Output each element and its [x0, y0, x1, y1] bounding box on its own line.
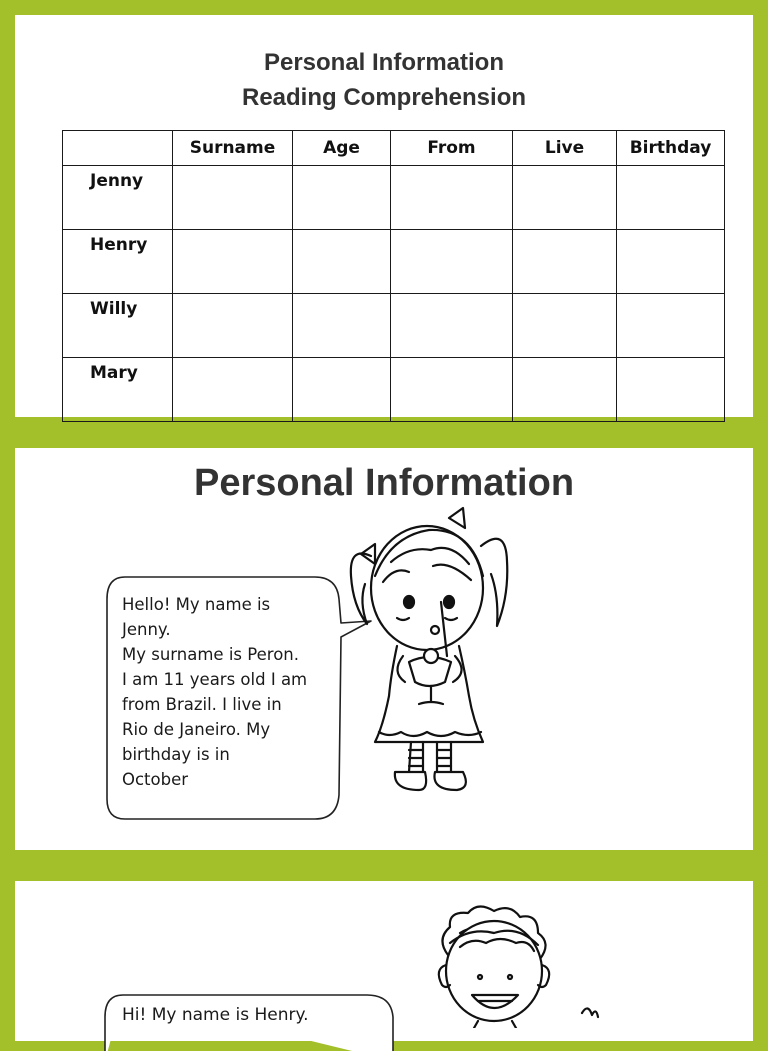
- table-cell: [173, 358, 293, 422]
- table-cell: [513, 230, 617, 294]
- slide-henry-introduction: [15, 881, 753, 1041]
- speech-bubble-text: Hi! My name is Henry.: [122, 1005, 309, 1025]
- row-name-henry: Henry: [63, 230, 173, 294]
- table-header-birthday: Birthday: [617, 131, 725, 166]
- table-cell: [391, 230, 513, 294]
- table-header-live: Live: [513, 131, 617, 166]
- table-cell: [293, 230, 391, 294]
- table-cell: [173, 294, 293, 358]
- table-cell: [391, 294, 513, 358]
- table-header-from: From: [391, 131, 513, 166]
- personal-info-table: [62, 130, 725, 422]
- row-name-mary: Mary: [63, 358, 173, 422]
- table-cell: [293, 166, 391, 230]
- smiling-boy-icon: [420, 903, 600, 1028]
- girl-drinking-milkshake-icon: [331, 506, 531, 801]
- slide-title-line-1: Personal Information: [263, 49, 505, 76]
- table-cell: [617, 294, 725, 358]
- table-row: [63, 166, 725, 230]
- slide-title-line-2: Reading Comprehension: [241, 84, 527, 111]
- table-cell: [173, 166, 293, 230]
- table-cell: [513, 358, 617, 422]
- table-cell: [293, 358, 391, 422]
- table-cell: [513, 166, 617, 230]
- table-header-age: Age: [293, 131, 391, 166]
- slide-title: Personal Information: [193, 462, 575, 504]
- row-name-jenny: Jenny: [63, 166, 173, 230]
- table-header-surname: Surname: [173, 131, 293, 166]
- table-cell: [617, 230, 725, 294]
- slide-reading-comprehension: [15, 15, 753, 417]
- table-cell: [391, 166, 513, 230]
- slide-jenny-introduction: [15, 448, 753, 850]
- row-name-willy: Willy: [63, 294, 173, 358]
- table-cell: [391, 358, 513, 422]
- table-row: [63, 230, 725, 294]
- table-row: [63, 358, 725, 422]
- table-cell: [173, 230, 293, 294]
- table-cell: [513, 294, 617, 358]
- table-row: [63, 294, 725, 358]
- table-cell: [617, 358, 725, 422]
- table-header-row: [63, 131, 725, 166]
- table-cell: [293, 294, 391, 358]
- speech-bubble-text: Hello! My name is Jenny. My surname is Peron. I am 11 years old I am from Brazil. I live in Rio de Janeiro. My birthday is in October: [122, 595, 308, 789]
- table-cell: [617, 166, 725, 230]
- table-header-corner: [63, 131, 173, 166]
